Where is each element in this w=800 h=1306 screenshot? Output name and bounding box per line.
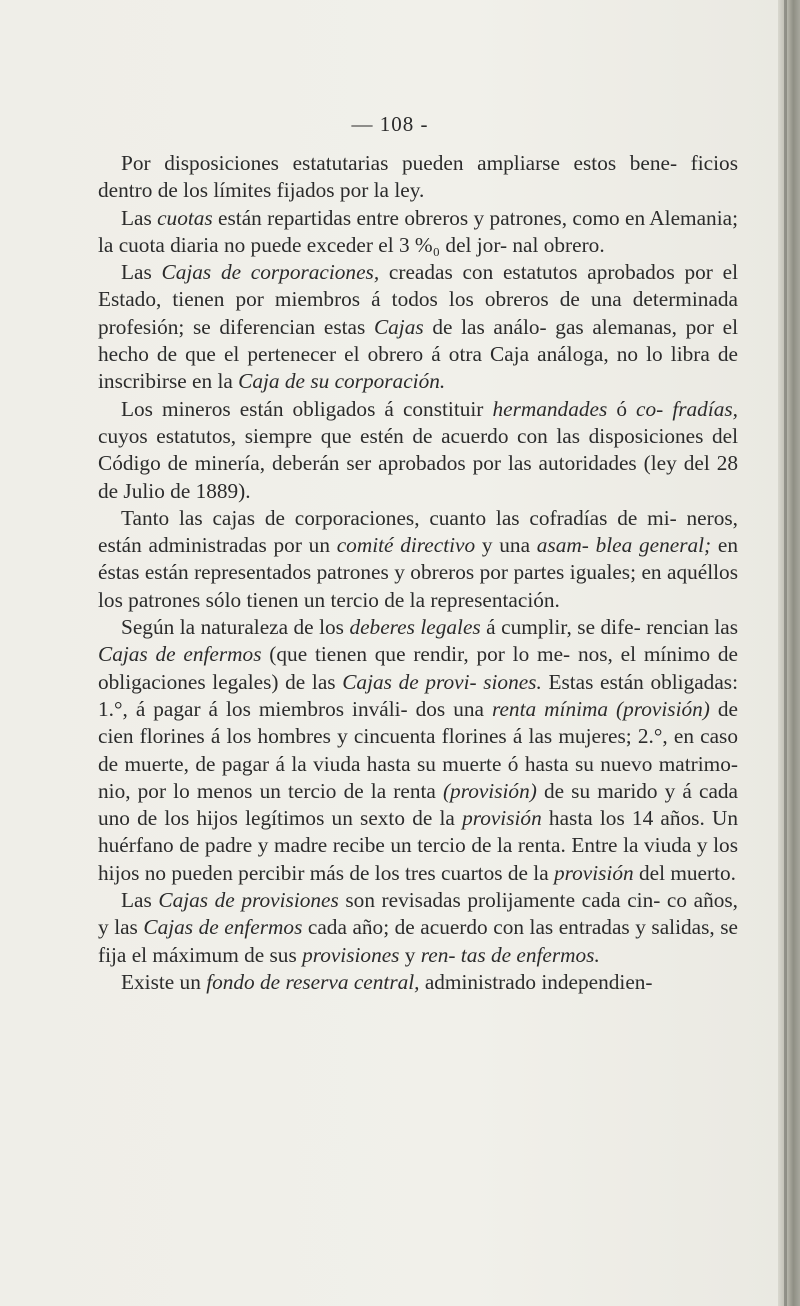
italic-text: renta mínima (provisión) (491, 696, 710, 721)
italic-text: ren- tas de enfermos. (420, 942, 600, 967)
text-run: Los mineros están obligados á constituir (121, 396, 493, 421)
text-run: Las (121, 205, 158, 230)
italic-text: Cajas de enfermos (98, 642, 262, 667)
text-run: Según la naturaleza de los (121, 615, 350, 640)
paragraph (98, 259, 738, 395)
text-run: son revisadas prolijamente cada cin- co años, y las (98, 888, 738, 940)
text-run: creadas con estatutos aprobados por el Estado, tienen por miembros á todos los obreros de una determinada profesión; se diferencian estas (98, 260, 739, 339)
text-run: del muerto. (633, 860, 736, 885)
text-run: de su marido y á cada uno de los hijos legítimos un sexto de la (98, 778, 738, 831)
italic-text: fondo de reserva central, (206, 969, 420, 994)
italic-text: Cajas de corporaciones, (161, 260, 380, 285)
text-run: de cien florines á los hombres y cincuenta florines á las mujeres; 2.°, en caso de muerte, de pagar á la viuda hasta su muerte ó hasta su nuevo matrimo- nio, por lo menos un tercio de la renta (98, 696, 738, 803)
text-run: hasta los 14 años. Un huérfano de padre y madre recibe un tercio de la renta. Entre la viuda y los hijos no pueden percibir más de los tres cuartos de la (98, 806, 739, 885)
italic-text: Cajas de enfermos (143, 915, 303, 940)
text-run: cada año; de acuerdo con las entradas y salidas, se fija el máximum de sus (98, 915, 738, 967)
text-run: Las (121, 888, 159, 913)
paragraph (98, 205, 738, 260)
paragraph (98, 396, 738, 505)
italic-text: Cajas de provi- siones. (342, 669, 542, 694)
text-run: Las (121, 260, 162, 285)
italic-text: provisiones (302, 942, 400, 967)
text-run: ó (607, 396, 637, 421)
italic-text: provisión (462, 806, 542, 831)
text-run: administrado independien- (419, 969, 653, 994)
italic-text: (provisión) (442, 778, 537, 803)
text-run: (que tienen que rendir, por lo me- nos, el mínimo de obligaciones legales) de las (98, 642, 738, 694)
text-run: en éstas están representados patrones y obreros por partes iguales; en aquéllos los patrones sólo tienen un tercio de la representación. (98, 533, 739, 612)
paragraph (98, 887, 738, 969)
text-run: Por disposiciones estatutarias pueden ampliarse estos bene- ficios dentro de los límites fijados por la ley. (98, 151, 738, 203)
italic-text: comité directivo (336, 533, 476, 558)
text-run: y una (475, 533, 537, 558)
italic-text: cuotas (157, 205, 213, 230)
text-run: Existe un (121, 969, 207, 994)
text-run: á cumplir, se dife- rencian las (480, 615, 738, 640)
body-text (98, 150, 738, 996)
italic-text: asam- blea general; (536, 533, 712, 558)
italic-text: Caja de su corporación. (238, 369, 446, 394)
paragraph (98, 969, 738, 996)
paragraph (98, 150, 738, 205)
text-run: Estas están obligadas: 1.°, á pagar á los miembros inváli- dos una (98, 669, 738, 721)
text-run: cuyos estatutos, siempre que estén de acuerdo con las disposiciones del Código de minería, deberán ser aprobados por las autoridades (ley del 28 de Julio de 1889). (98, 423, 738, 503)
italic-text: co- fradías, (636, 396, 738, 421)
text-run: y (399, 942, 421, 967)
italic-text: hermandades (492, 396, 608, 421)
text-run: Tanto las cajas de corporaciones, cuanto las cofradías de mi- neros, están administradas por un (98, 505, 738, 558)
paragraph (98, 614, 738, 887)
italic-text: Cajas (373, 314, 424, 339)
italic-text: Cajas de provisiones (158, 888, 339, 913)
italic-text: provisión (553, 860, 634, 885)
paragraph (98, 505, 738, 614)
text-run: de las análo- gas alemanas, por el hecho de que el pertenecer el obrero á otra Caja análoga, no lo libra de inscribirse en la (98, 314, 738, 394)
page-number: — 108 - (351, 112, 429, 136)
italic-text: deberes legales (349, 615, 481, 640)
text-run: están repartidas entre obreros y patrones, como en Alemania; la cuota diaria no puede exceder el 3 %₀ del jor- nal obrero. (98, 205, 738, 257)
page-edge (778, 0, 800, 1306)
